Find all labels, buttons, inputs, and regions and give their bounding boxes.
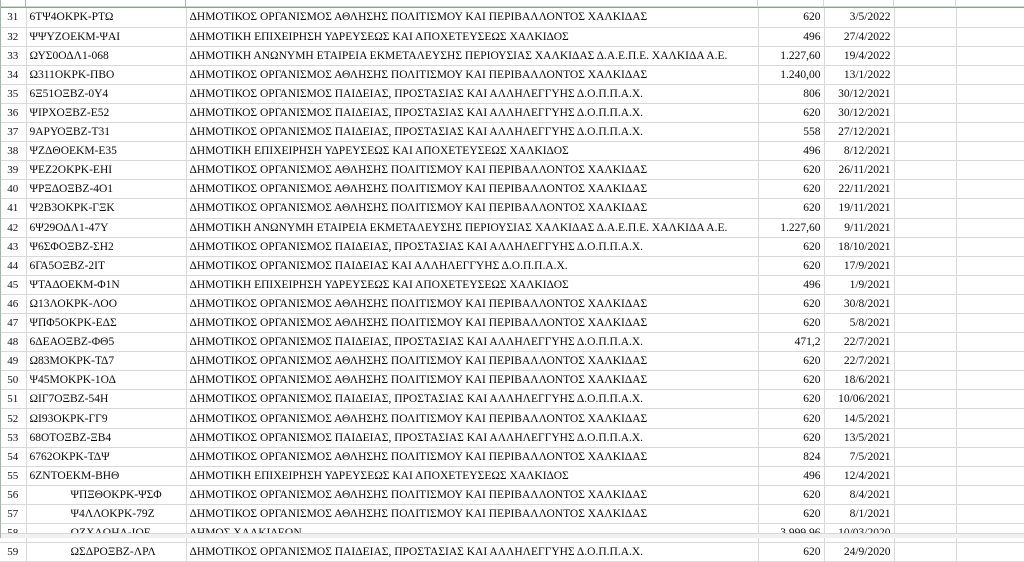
cell-empty[interactable]	[894, 84, 956, 103]
cell-empty[interactable]	[894, 199, 956, 218]
cell-amount[interactable]: 620	[758, 256, 824, 275]
cell-empty[interactable]	[894, 142, 956, 161]
column-divider-a	[25, 0, 26, 7]
cell-amount[interactable]: 620	[758, 161, 824, 180]
cell-empty[interactable]	[956, 161, 1024, 180]
row-header-cell[interactable]: 57	[0, 504, 26, 523]
cell-date[interactable]: 18/6/2021	[824, 371, 894, 390]
cell-empty[interactable]	[956, 218, 1024, 237]
cell-date[interactable]: 17/9/2021	[824, 256, 894, 275]
cell-empty[interactable]	[894, 161, 956, 180]
cell-code[interactable]: Ψ4ΛΛΟΚΡΚ-79Ζ	[26, 504, 186, 523]
cell-description[interactable]: ΔΗΜΟΤΙΚΟΣ ΟΡΓΑΝΙΣΜΟΣ ΠΑΙΔΕΙΑΣ, ΠΡΟΣΤΑΣΙΑΣ ΚΑΙ ΑΛΛΗΛΕΓΓΥΗΣ Δ.Ο.Π.Π.Α.Χ.	[186, 390, 758, 409]
cell-empty[interactable]	[894, 371, 956, 390]
cell-empty[interactable]	[894, 504, 956, 523]
cell-empty[interactable]	[894, 428, 956, 447]
cell-amount[interactable]: 1.227,60	[758, 218, 824, 237]
cell-empty[interactable]	[956, 65, 1024, 84]
table-row[interactable]	[0, 390, 1024, 409]
cell-code[interactable]: ΨΕΖ2ΟΚΡΚ-ΕΗΙ	[26, 161, 186, 180]
cell-amount[interactable]: 620	[758, 371, 824, 390]
cell-code[interactable]: Ω83ΜΟΚΡΚ-ΤΔ7	[26, 352, 186, 371]
cell-date[interactable]: 1/9/2021	[824, 275, 894, 294]
cell-code[interactable]: Ψ2Β3ΟΚΡΚ-ΓΞΚ	[26, 199, 186, 218]
cell-date[interactable]: 8/4/2021	[824, 485, 894, 504]
cell-amount[interactable]: 1.227,60	[758, 46, 824, 65]
cell-date[interactable]: 13/5/2021	[824, 428, 894, 447]
cell-amount[interactable]: 620	[758, 543, 824, 562]
cell-date[interactable]: 5/8/2021	[824, 314, 894, 333]
cell-amount[interactable]: 824	[758, 447, 824, 466]
cell-empty[interactable]	[894, 466, 956, 485]
cell-empty[interactable]	[956, 180, 1024, 199]
cell-description[interactable]: ΔΗΜΟΤΙΚΗ ΕΠΙΧΕΙΡΗΣΗ ΥΔΡΕΥΣΕΩΣ ΚΑΙ ΑΠΟΧΕΤΕΥΣΕΩΣ ΧΑΛΚΙΔΟΣ	[186, 27, 758, 46]
cell-empty[interactable]	[956, 352, 1024, 371]
cell-empty[interactable]	[894, 390, 956, 409]
cell-code[interactable]: ΩΙ93ΟΚΡΚ-ΓΓ9	[26, 409, 186, 428]
cell-empty[interactable]	[894, 333, 956, 352]
cell-empty[interactable]	[894, 447, 956, 466]
row-header-cell[interactable]: 54	[0, 447, 26, 466]
cell-description[interactable]: ΔΗΜΟΤΙΚΟΣ ΟΡΓΑΝΙΣΜΟΣ ΠΑΙΔΕΙΑΣ, ΠΡΟΣΤΑΣΙΑΣ ΚΑΙ ΑΛΛΗΛΕΓΓΥΗΣ Δ.Ο.Π.Π.Α.Χ.	[186, 123, 758, 142]
cell-code[interactable]: ΨΨΥΖΟΕΚΜ-ΨΑΙ	[26, 27, 186, 46]
cell-date[interactable]: 30/12/2021	[824, 84, 894, 103]
cell-empty[interactable]	[956, 46, 1024, 65]
table-row[interactable]	[0, 409, 1024, 428]
cell-description[interactable]: ΔΗΜΟΤΙΚΟΣ ΟΡΓΑΝΙΣΜΟΣ ΑΘΛΗΣΗΣ ΠΟΛΙΤΙΣΜΟΥ ΚΑΙ ΠΕΡΙΒΑΛΛΟΝΤΟΣ ΧΑΛΚΙΔΑΣ	[186, 371, 758, 390]
cell-empty[interactable]	[894, 352, 956, 371]
row-header-cell[interactable]: 52	[0, 409, 26, 428]
table-row[interactable]	[0, 237, 1024, 256]
cell-code[interactable]: 9ΑΡΥΟΞΒΖ-Τ31	[26, 123, 186, 142]
cell-amount[interactable]: 620	[758, 8, 824, 27]
cell-code[interactable]: ΨΙΡΧΟΞΒΖ-Ε52	[26, 103, 186, 122]
cell-date[interactable]: 14/5/2021	[824, 409, 894, 428]
cell-empty[interactable]	[956, 294, 1024, 313]
cell-date[interactable]: 22/11/2021	[824, 180, 894, 199]
table-row[interactable]	[0, 8, 1024, 27]
cell-amount[interactable]: 1.240,00	[758, 65, 824, 84]
cell-description[interactable]: ΔΗΜΟΤΙΚΟΣ ΟΡΓΑΝΙΣΜΟΣ ΠΑΙΔΕΙΑΣ, ΠΡΟΣΤΑΣΙΑΣ ΚΑΙ ΑΛΛΗΛΕΓΓΥΗΣ Δ.Ο.Π.Π.Α.Χ.	[186, 333, 758, 352]
cell-empty[interactable]	[894, 275, 956, 294]
cell-empty[interactable]	[894, 8, 956, 27]
table-row[interactable]	[0, 218, 1024, 237]
cell-date[interactable]: 27/12/2021	[824, 123, 894, 142]
table-row[interactable]	[0, 447, 1024, 466]
cell-empty[interactable]	[956, 371, 1024, 390]
cell-date[interactable]: 7/5/2021	[824, 447, 894, 466]
cell-empty[interactable]	[956, 27, 1024, 46]
cell-description[interactable]: ΔΗΜΟΤΙΚΟΣ ΟΡΓΑΝΙΣΜΟΣ ΠΑΙΔΕΙΑΣ, ΠΡΟΣΤΑΣΙΑΣ ΚΑΙ ΑΛΛΗΛΕΓΓΥΗΣ Δ.Ο.Π.Π.Α.Χ.	[186, 543, 758, 562]
table-row[interactable]	[0, 142, 1024, 161]
cell-code[interactable]: Ψ6ΣΦΟΞΒΖ-ΣΗ2	[26, 237, 186, 256]
cell-code[interactable]: ΨΤΑΔΟΕΚΜ-Φ1Ν	[26, 275, 186, 294]
cell-empty[interactable]	[956, 199, 1024, 218]
table-row[interactable]	[0, 27, 1024, 46]
cell-empty[interactable]	[956, 390, 1024, 409]
cell-code[interactable]: Ψ45ΜΟΚΡΚ-1ΟΔ	[26, 371, 186, 390]
cell-date[interactable]: 13/1/2022	[824, 65, 894, 84]
row-header-cell[interactable]: 37	[0, 123, 26, 142]
cell-description[interactable]: ΔΗΜΟΤΙΚΟΣ ΟΡΓΑΝΙΣΜΟΣ ΑΘΛΗΣΗΣ ΠΟΛΙΤΙΣΜΟΥ ΚΑΙ ΠΕΡΙΒΑΛΛΟΝΤΟΣ ΧΑΛΚΙΔΑΣ	[186, 8, 758, 27]
cell-amount[interactable]: 806	[758, 84, 824, 103]
cell-empty[interactable]	[894, 543, 956, 562]
row-header-cell[interactable]: 40	[0, 180, 26, 199]
row-header-cell[interactable]: 34	[0, 65, 26, 84]
cell-empty[interactable]	[956, 123, 1024, 142]
column-header-strip[interactable]	[0, 0, 1024, 7]
cell-date[interactable]: 9/11/2021	[824, 218, 894, 237]
cell-code[interactable]: ΨΠΦ5ΟΚΡΚ-ΕΔΣ	[26, 314, 186, 333]
row-header-cell[interactable]: 49	[0, 352, 26, 371]
cell-empty[interactable]	[956, 275, 1024, 294]
cell-empty[interactable]	[956, 485, 1024, 504]
cell-empty[interactable]	[894, 218, 956, 237]
cell-description[interactable]: ΔΗΜΟΤΙΚΟΣ ΟΡΓΑΝΙΣΜΟΣ ΑΘΛΗΣΗΣ ΠΟΛΙΤΙΣΜΟΥ ΚΑΙ ΠΕΡΙΒΑΛΛΟΝΤΟΣ ΧΑΛΚΙΔΑΣ	[186, 294, 758, 313]
cell-code[interactable]: 6ΓΑ5ΟΞΒΖ-2ΙΤ	[26, 256, 186, 275]
cell-code[interactable]: ΩΙΓ7ΟΞΒΖ-54Η	[26, 390, 186, 409]
table-row[interactable]	[0, 161, 1024, 180]
row-header-cell[interactable]: 31	[0, 8, 26, 27]
cell-empty[interactable]	[956, 103, 1024, 122]
cell-amount[interactable]: 620	[758, 103, 824, 122]
table-row[interactable]	[0, 46, 1024, 65]
cell-description[interactable]: ΔΗΜΟΤΙΚΟΣ ΟΡΓΑΝΙΣΜΟΣ ΑΘΛΗΣΗΣ ΠΟΛΙΤΙΣΜΟΥ ΚΑΙ ΠΕΡΙΒΑΛΛΟΝΤΟΣ ΧΑΛΚΙΔΑΣ	[186, 314, 758, 333]
cell-description[interactable]: ΔΗΜΟΤΙΚΟΣ ΟΡΓΑΝΙΣΜΟΣ ΑΘΛΗΣΗΣ ΠΟΛΙΤΙΣΜΟΥ ΚΑΙ ΠΕΡΙΒΑΛΛΟΝΤΟΣ ΧΑΛΚΙΔΑΣ	[186, 161, 758, 180]
cell-empty[interactable]	[894, 237, 956, 256]
cell-date[interactable]: 26/11/2021	[824, 161, 894, 180]
cell-date[interactable]: 24/9/2020	[824, 543, 894, 562]
cell-empty[interactable]	[956, 333, 1024, 352]
cell-empty[interactable]	[894, 294, 956, 313]
table-row[interactable]	[0, 314, 1024, 333]
cell-description[interactable]: ΔΗΜΟΤΙΚΟΣ ΟΡΓΑΝΙΣΜΟΣ ΠΑΙΔΕΙΑΣ, ΠΡΟΣΤΑΣΙΑΣ ΚΑΙ ΑΛΛΗΛΕΓΓΥΗΣ Δ.Ο.Π.Π.Α.Χ.	[186, 84, 758, 103]
cell-empty[interactable]	[956, 142, 1024, 161]
cell-code[interactable]: ΩΣΔΡΟΞΒΖ-ΛΡΛ	[26, 543, 186, 562]
row-header-cell[interactable]: 36	[0, 103, 26, 122]
cell-description[interactable]: ΔΗΜΟΤΙΚΟΣ ΟΡΓΑΝΙΣΜΟΣ ΑΘΛΗΣΗΣ ΠΟΛΙΤΙΣΜΟΥ ΚΑΙ ΠΕΡΙΒΑΛΛΟΝΤΟΣ ΧΑΛΚΙΔΑΣ	[186, 409, 758, 428]
row-header-cell[interactable]: 53	[0, 428, 26, 447]
cell-empty[interactable]	[956, 504, 1024, 523]
cell-empty[interactable]	[956, 466, 1024, 485]
row-header-cell[interactable]: 33	[0, 46, 26, 65]
row-header-cell[interactable]: 42	[0, 218, 26, 237]
cell-code[interactable]: 6ΖΝΤΟΕΚΜ-ΒΗΘ	[26, 466, 186, 485]
row-header-cell[interactable]: 46	[0, 294, 26, 313]
cell-code[interactable]: 6Ψ29ΟΔΛ1-47Υ	[26, 218, 186, 237]
cell-date[interactable]: 18/10/2021	[824, 237, 894, 256]
column-divider-f	[955, 0, 956, 7]
cell-code[interactable]: ΨΖΔΘΟΕΚΜ-Ε35	[26, 142, 186, 161]
cell-description[interactable]: ΔΗΜΟΤΙΚΟΣ ΟΡΓΑΝΙΣΜΟΣ ΠΑΙΔΕΙΑΣ ΚΑΙ ΑΛΛΗΛΕΓΓΥΗΣ Δ.Ο.Π.Π.Α.Χ.	[186, 256, 758, 275]
table-row[interactable]	[0, 428, 1024, 447]
table-row[interactable]	[0, 275, 1024, 294]
table-row[interactable]	[0, 123, 1024, 142]
cell-description[interactable]: ΔΗΜΟΤΙΚΗ ΕΠΙΧΕΙΡΗΣΗ ΥΔΡΕΥΣΕΩΣ ΚΑΙ ΑΠΟΧΕΤΕΥΣΕΩΣ ΧΑΛΚΙΔΟΣ	[186, 275, 758, 294]
row-header-cell[interactable]: 48	[0, 333, 26, 352]
cell-amount[interactable]: 620	[758, 199, 824, 218]
cell-amount[interactable]: 620	[758, 237, 824, 256]
row-header-edge	[0, 0, 1, 538]
cell-amount[interactable]: 620	[758, 352, 824, 371]
column-divider-c	[757, 0, 758, 7]
cell-date[interactable]: 27/4/2022	[824, 27, 894, 46]
row-header-cell[interactable]: 55	[0, 466, 26, 485]
row-header-cell[interactable]: 43	[0, 237, 26, 256]
table-row[interactable]	[0, 485, 1024, 504]
cell-empty[interactable]	[956, 84, 1024, 103]
cell-empty[interactable]	[956, 256, 1024, 275]
cell-description[interactable]: ΔΗΜΟΤΙΚΟΣ ΟΡΓΑΝΙΣΜΟΣ ΑΘΛΗΣΗΣ ΠΟΛΙΤΙΣΜΟΥ ΚΑΙ ΠΕΡΙΒΑΛΛΟΝΤΟΣ ΧΑΛΚΙΔΑΣ	[186, 485, 758, 504]
table-row[interactable]	[0, 103, 1024, 122]
table-row[interactable]	[0, 294, 1024, 313]
cell-amount[interactable]: 620	[758, 485, 824, 504]
cell-date[interactable]: 8/12/2021	[824, 142, 894, 161]
cell-date[interactable]: 8/1/2021	[824, 504, 894, 523]
table-row[interactable]	[0, 199, 1024, 218]
cell-amount[interactable]: 620	[758, 180, 824, 199]
cell-description[interactable]: ΔΗΜΟΤΙΚΗ ΑΝΩΝΥΜΗ ΕΤΑΙΡΕΙΑ ΕΚΜΕΤΑΛΕΥΣΗΣ ΠΕΡΙΟΥΣΙΑΣ ΧΑΛΚΙΔΑΣ Δ.Α.Ε.Π.Ε. ΧΑΛΚΙΔΑ Α.Ε.	[186, 218, 758, 237]
cell-code[interactable]: 6762ΟΚΡΚ-ΤΔΨ	[26, 447, 186, 466]
cell-code[interactable]: 6Ξ51ΟΞΒΖ-0Υ4	[26, 84, 186, 103]
cell-description[interactable]: ΔΗΜΟΤΙΚΟΣ ΟΡΓΑΝΙΣΜΟΣ ΑΘΛΗΣΗΣ ΠΟΛΙΤΙΣΜΟΥ ΚΑΙ ΠΕΡΙΒΑΛΛΟΝΤΟΣ ΧΑΛΚΙΔΑΣ	[186, 199, 758, 218]
cell-code[interactable]: 6ΔΕΑΟΞΒΖ-ΦΘ5	[26, 333, 186, 352]
cell-description[interactable]: ΔΗΜΟΤΙΚΟΣ ΟΡΓΑΝΙΣΜΟΣ ΠΑΙΔΕΙΑΣ, ΠΡΟΣΤΑΣΙΑΣ ΚΑΙ ΑΛΛΗΛΕΓΓΥΗΣ Δ.Ο.Π.Π.Α.Χ.	[186, 428, 758, 447]
table-row[interactable]	[0, 180, 1024, 199]
cell-description[interactable]: ΔΗΜΟΤΙΚΟΣ ΟΡΓΑΝΙΣΜΟΣ ΑΘΛΗΣΗΣ ΠΟΛΙΤΙΣΜΟΥ ΚΑΙ ΠΕΡΙΒΑΛΛΟΝΤΟΣ ΧΑΛΚΙΔΑΣ	[186, 504, 758, 523]
cell-amount[interactable]: 620	[758, 390, 824, 409]
table-row[interactable]	[0, 65, 1024, 84]
row-header-cell[interactable]: 51	[0, 390, 26, 409]
table-row[interactable]	[0, 371, 1024, 390]
cell-description[interactable]: ΔΗΜΟΤΙΚΗ ΑΝΩΝΥΜΗ ΕΤΑΙΡΕΙΑ ΕΚΜΕΤΑΛΕΥΣΗΣ ΠΕΡΙΟΥΣΙΑΣ ΧΑΛΚΙΔΑΣ Δ.Α.Ε.Π.Ε. ΧΑΛΚΙΔΑ Α.Ε.	[186, 46, 758, 65]
cell-code[interactable]: Ω13ΛΟΚΡΚ-ΛΟΟ	[26, 294, 186, 313]
cell-empty[interactable]	[956, 447, 1024, 466]
cell-amount[interactable]: 620	[758, 428, 824, 447]
row-header-cell[interactable]: 38	[0, 142, 26, 161]
cell-empty[interactable]	[956, 428, 1024, 447]
cell-empty[interactable]	[894, 409, 956, 428]
cell-code[interactable]: ΨΠΞΘΟΚΡΚ-ΨΣΦ	[26, 485, 186, 504]
cell-date[interactable]: 19/11/2021	[824, 199, 894, 218]
cell-code[interactable]: Ω311ΟΚΡΚ-ΠΒΟ	[26, 65, 186, 84]
cell-empty[interactable]	[894, 27, 956, 46]
table-row[interactable]	[0, 84, 1024, 103]
cell-amount[interactable]: 620	[758, 504, 824, 523]
table-row[interactable]	[0, 352, 1024, 371]
cell-amount[interactable]: 496	[758, 142, 824, 161]
cell-code[interactable]: ΩΥΣ0ΟΔΛ1-068	[26, 46, 186, 65]
table-row[interactable]	[0, 504, 1024, 523]
cell-empty[interactable]	[956, 543, 1024, 562]
row-header-cell[interactable]: 44	[0, 256, 26, 275]
cell-code[interactable]: 6ΤΨ4ΟΚΡΚ-ΡΤΩ	[26, 8, 186, 27]
row-header-cell[interactable]: 45	[0, 275, 26, 294]
cell-date[interactable]: 3/5/2022	[824, 8, 894, 27]
cell-description[interactable]: ΔΗΜΟΤΙΚΟΣ ΟΡΓΑΝΙΣΜΟΣ ΑΘΛΗΣΗΣ ΠΟΛΙΤΙΣΜΟΥ ΚΑΙ ΠΕΡΙΒΑΛΛΟΝΤΟΣ ΧΑΛΚΙΔΑΣ	[186, 352, 758, 371]
cell-description[interactable]: ΔΗΜΟΤΙΚΗ ΕΠΙΧΕΙΡΗΣΗ ΥΔΡΕΥΣΕΩΣ ΚΑΙ ΑΠΟΧΕΤΕΥΣΕΩΣ ΧΑΛΚΙΔΟΣ	[186, 466, 758, 485]
cell-date[interactable]: 22/7/2021	[824, 352, 894, 371]
cell-empty[interactable]	[894, 485, 956, 504]
cell-description[interactable]: ΔΗΜΟΤΙΚΗ ΕΠΙΧΕΙΡΗΣΗ ΥΔΡΕΥΣΕΩΣ ΚΑΙ ΑΠΟΧΕΤΕΥΣΕΩΣ ΧΑΛΚΙΔΟΣ	[186, 142, 758, 161]
cell-empty[interactable]	[894, 103, 956, 122]
cell-date[interactable]: 30/8/2021	[824, 294, 894, 313]
cell-amount[interactable]: 620	[758, 294, 824, 313]
cell-amount[interactable]: 471,2	[758, 333, 824, 352]
cell-empty[interactable]	[956, 314, 1024, 333]
cell-date[interactable]: 12/4/2021	[824, 466, 894, 485]
frozen-pane-divider	[0, 7, 1024, 8]
cell-empty[interactable]	[894, 46, 956, 65]
cell-description[interactable]: ΔΗΜΟΤΙΚΟΣ ΟΡΓΑΝΙΣΜΟΣ ΑΘΛΗΣΗΣ ΠΟΛΙΤΙΣΜΟΥ ΚΑΙ ΠΕΡΙΒΑΛΛΟΝΤΟΣ ΧΑΛΚΙΔΑΣ	[186, 65, 758, 84]
cell-empty[interactable]	[894, 256, 956, 275]
cell-empty[interactable]	[894, 180, 956, 199]
row-header-cell[interactable]: 50	[0, 371, 26, 390]
cell-description[interactable]: ΔΗΜΟΤΙΚΟΣ ΟΡΓΑΝΙΣΜΟΣ ΠΑΙΔΕΙΑΣ, ΠΡΟΣΤΑΣΙΑΣ ΚΑΙ ΑΛΛΗΛΕΓΓΥΗΣ Δ.Ο.Π.Π.Α.Χ.	[186, 103, 758, 122]
row-header-cell[interactable]: 35	[0, 84, 26, 103]
cell-date[interactable]: 10/06/2021	[824, 390, 894, 409]
row-header-cell[interactable]: 39	[0, 161, 26, 180]
cell-date[interactable]: 30/12/2021	[824, 103, 894, 122]
cell-amount[interactable]: 496	[758, 275, 824, 294]
cell-description[interactable]: ΔΗΜΟΤΙΚΟΣ ΟΡΓΑΝΙΣΜΟΣ ΑΘΛΗΣΗΣ ΠΟΛΙΤΙΣΜΟΥ ΚΑΙ ΠΕΡΙΒΑΛΛΟΝΤΟΣ ΧΑΛΚΙΔΑΣ	[186, 180, 758, 199]
cell-empty[interactable]	[956, 409, 1024, 428]
cell-empty[interactable]	[956, 8, 1024, 27]
row-header-cell[interactable]: 41	[0, 199, 26, 218]
cell-amount[interactable]: 496	[758, 27, 824, 46]
cell-amount[interactable]: 558	[758, 123, 824, 142]
cell-amount[interactable]: 620	[758, 314, 824, 333]
row-header-cell[interactable]: 59	[0, 543, 26, 562]
cell-code[interactable]: 68ΟΤΟΞΒΖ-ΞΒ4	[26, 428, 186, 447]
row-header-cell[interactable]: 56	[0, 485, 26, 504]
cell-code[interactable]: ΨΡΞΔΟΞΒΖ-4Ο1	[26, 180, 186, 199]
cell-date[interactable]: 22/7/2021	[824, 333, 894, 352]
column-divider-b	[185, 0, 186, 7]
column-divider-e	[893, 0, 894, 7]
cell-empty[interactable]	[956, 237, 1024, 256]
data-grid[interactable]	[0, 8, 1024, 562]
cell-date[interactable]: 19/4/2022	[824, 46, 894, 65]
table-row[interactable]	[0, 543, 1024, 562]
bottom-edge-shade	[0, 533, 1024, 538]
cell-empty[interactable]	[894, 314, 956, 333]
row-header-cell[interactable]: 47	[0, 314, 26, 333]
cell-description[interactable]: ΔΗΜΟΤΙΚΟΣ ΟΡΓΑΝΙΣΜΟΣ ΠΑΙΔΕΙΑΣ, ΠΡΟΣΤΑΣΙΑΣ ΚΑΙ ΑΛΛΗΛΕΓΓΥΗΣ Δ.Ο.Π.Π.Α.Χ.	[186, 237, 758, 256]
table-row[interactable]	[0, 256, 1024, 275]
cell-amount[interactable]: 620	[758, 409, 824, 428]
cell-amount[interactable]: 496	[758, 466, 824, 485]
cell-description[interactable]: ΔΗΜΟΤΙΚΟΣ ΟΡΓΑΝΙΣΜΟΣ ΑΘΛΗΣΗΣ ΠΟΛΙΤΙΣΜΟΥ ΚΑΙ ΠΕΡΙΒΑΛΛΟΝΤΟΣ ΧΑΛΚΙΔΑΣ	[186, 447, 758, 466]
cell-empty[interactable]	[894, 65, 956, 84]
table-row[interactable]	[0, 466, 1024, 485]
table-row[interactable]	[0, 333, 1024, 352]
cell-empty[interactable]	[894, 123, 956, 142]
row-header-cell[interactable]: 32	[0, 27, 26, 46]
column-divider-d	[823, 0, 824, 7]
